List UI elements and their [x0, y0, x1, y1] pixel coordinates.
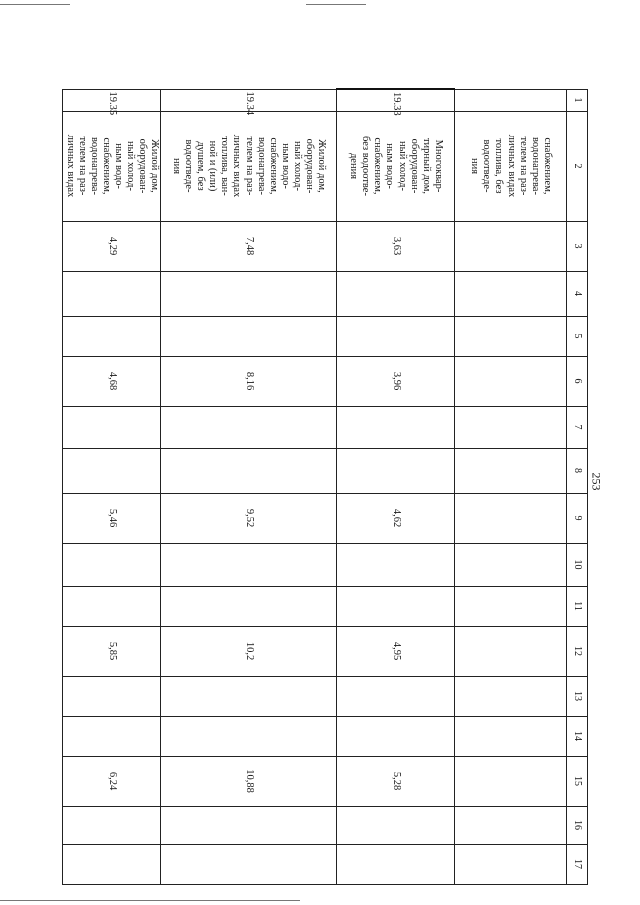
value-cell	[455, 221, 567, 271]
column-number: 13	[567, 676, 588, 716]
description-line: личных видах	[231, 134, 243, 198]
description-line: водоотведе-	[183, 139, 195, 193]
bottom-edge-line	[0, 900, 300, 901]
description-line: топлива, без	[493, 138, 505, 194]
row-number: 19.35	[63, 89, 161, 111]
description-line: телем на раз-	[76, 136, 88, 196]
column-number: 6	[567, 356, 588, 406]
value-cell	[161, 676, 337, 716]
value-cell	[337, 586, 455, 626]
description-line: ным водо-	[384, 143, 396, 189]
value-cell	[161, 448, 337, 493]
value-cell	[455, 844, 567, 884]
description-line: ный холод-	[396, 141, 408, 191]
top-edge-line-left	[0, 4, 70, 5]
column-number: 3	[567, 221, 588, 271]
value-cell	[455, 316, 567, 356]
value-cell: 6,24	[63, 756, 161, 806]
value-cell	[63, 316, 161, 356]
row-description	[337, 111, 455, 221]
value-cell: 10,2	[161, 626, 337, 676]
row-description	[161, 111, 337, 221]
description-line: водонагрева-	[255, 137, 267, 195]
value-cell	[63, 844, 161, 884]
value-cell	[455, 756, 567, 806]
page-number: 253	[589, 472, 604, 491]
description-line: Многоквар-	[432, 139, 444, 193]
description-line: личных видах	[505, 134, 517, 198]
value-cell: 4,62	[337, 493, 455, 543]
row-description	[63, 111, 161, 221]
rotated-table-wrapper	[64, 88, 588, 883]
value-cell	[161, 844, 337, 884]
description-line: ным водо-	[112, 143, 124, 189]
column-number: 14	[567, 716, 588, 756]
description-line: топлива, ван-	[219, 136, 231, 196]
description-line: личных видах	[64, 134, 76, 198]
value-cell	[63, 586, 161, 626]
table-body	[63, 89, 588, 884]
column-number: 4	[567, 271, 588, 316]
value-cell: 3,96	[337, 356, 455, 406]
value-cell	[455, 676, 567, 716]
value-cell	[455, 716, 567, 756]
value-cell	[337, 316, 455, 356]
value-cell	[161, 271, 337, 316]
tariff-table	[63, 88, 589, 885]
description-line: ния	[469, 157, 481, 175]
value-cell: 9,52	[161, 493, 337, 543]
description-line: дения	[348, 152, 360, 180]
value-cell: 5,28	[337, 756, 455, 806]
value-cell	[63, 806, 161, 844]
column-number: 9	[567, 493, 588, 543]
table-row	[63, 89, 161, 884]
value-cell	[63, 716, 161, 756]
description-line: водонагрева-	[529, 137, 541, 195]
value-cell	[455, 406, 567, 448]
value-cell	[455, 626, 567, 676]
value-cell: 5,46	[63, 493, 161, 543]
value-cell	[161, 316, 337, 356]
description-line: снабжением,	[541, 137, 553, 195]
value-cell	[337, 806, 455, 844]
value-cell	[455, 448, 567, 493]
description-line: снабжением,	[372, 137, 384, 195]
value-cell	[337, 844, 455, 884]
value-cell	[63, 676, 161, 716]
column-number: 2	[567, 111, 588, 221]
column-number: 15	[567, 756, 588, 806]
row-number: 19.34	[161, 89, 337, 111]
column-number: 11	[567, 586, 588, 626]
table-row	[337, 89, 455, 884]
value-cell	[455, 543, 567, 586]
value-cell	[63, 448, 161, 493]
value-cell	[161, 406, 337, 448]
value-cell	[161, 586, 337, 626]
description-line: снабжением,	[100, 137, 112, 195]
top-edge-line-right	[306, 4, 366, 5]
value-cell: 10,88	[161, 756, 337, 806]
value-cell	[337, 271, 455, 316]
value-cell: 4,29	[63, 221, 161, 271]
value-cell	[337, 543, 455, 586]
value-cell	[455, 586, 567, 626]
column-number: 12	[567, 626, 588, 676]
table-row	[455, 89, 567, 884]
description-line: оборудован-	[303, 138, 315, 194]
row-number: 19.33	[337, 89, 455, 111]
description-line: ный холод-	[124, 141, 136, 191]
column-number: 10	[567, 543, 588, 586]
description-line: оборудован-	[136, 138, 148, 194]
value-cell: 8,16	[161, 356, 337, 406]
value-cell: 5,85	[63, 626, 161, 676]
description-line: Жилой дом,	[149, 139, 160, 193]
value-cell	[455, 271, 567, 316]
value-cell: 4,68	[63, 356, 161, 406]
value-cell	[337, 676, 455, 716]
value-cell: 3,63	[337, 221, 455, 271]
description-line: оборудован-	[408, 138, 420, 194]
value-cell	[337, 406, 455, 448]
value-cell	[161, 716, 337, 756]
value-cell	[337, 716, 455, 756]
description-line: водоотведе-	[481, 139, 493, 193]
description-line: ния	[171, 157, 183, 175]
header-row	[567, 89, 588, 884]
value-cell	[455, 806, 567, 844]
value-cell	[63, 543, 161, 586]
value-cell	[161, 543, 337, 586]
value-cell: 7,48	[161, 221, 337, 271]
value-cell	[337, 448, 455, 493]
description-line: без водоотве-	[360, 136, 372, 196]
description-line: душем, без	[195, 141, 207, 191]
description-line: телем на раз-	[517, 136, 529, 196]
column-number: 7	[567, 406, 588, 448]
row-number	[455, 89, 567, 111]
table-row	[161, 89, 337, 884]
column-number: 17	[567, 844, 588, 884]
value-cell	[63, 406, 161, 448]
description-line: ной и (или)	[207, 140, 219, 192]
description-line: Жилой дом,	[315, 139, 327, 193]
description-line: снабжением,	[267, 137, 279, 195]
description-line: тирный дом,	[420, 137, 432, 195]
description-line: водонагрева-	[88, 137, 100, 195]
value-cell: 4,95	[337, 626, 455, 676]
description-line: ный холод-	[291, 141, 303, 191]
column-number: 16	[567, 806, 588, 844]
description-line: ным водо-	[279, 143, 291, 189]
value-cell	[63, 271, 161, 316]
description-line: телем на раз-	[243, 136, 255, 196]
value-cell	[455, 356, 567, 406]
value-cell	[161, 806, 337, 844]
column-number: 5	[567, 316, 588, 356]
value-cell	[455, 493, 567, 543]
row-description	[455, 111, 567, 221]
column-number: 8	[567, 448, 588, 493]
column-number: 1	[567, 89, 588, 111]
